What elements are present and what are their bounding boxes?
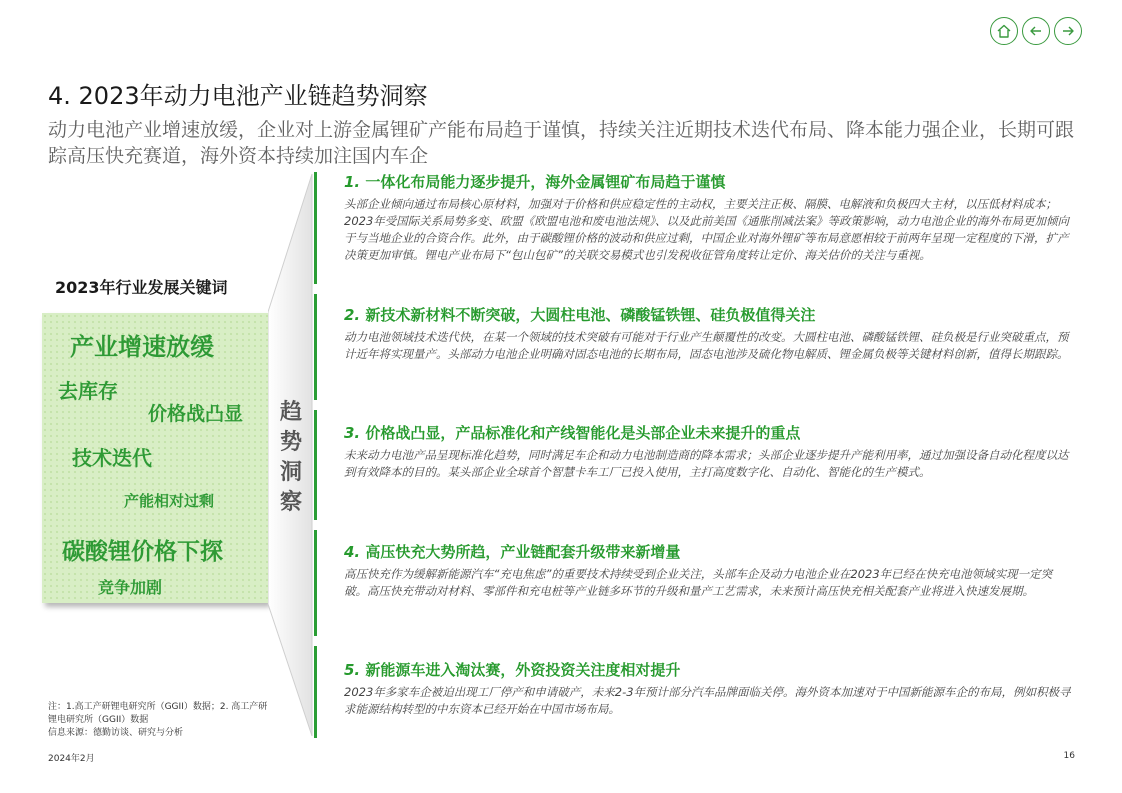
insight-body: 动力电池领域技术迭代快，在某一个领域的技术突破有可能对于行业产生颠覆性的改变。大圆柱电池、磷酸锰铁锂、硅负极是行业突破重点，预计近年将实现量产。头部动力电池企业明确对固态电池的长期布局，固态电池涉及硫化物电解质、锂金属负极等关键材料创新，值得长期跟踪。 [344, 330, 1069, 361]
prev-button[interactable] [1022, 17, 1050, 45]
insight-number: 2. [344, 306, 361, 324]
insight-label-char: 洞 [279, 460, 302, 485]
insight-bar [314, 410, 317, 520]
nav-buttons [990, 17, 1082, 45]
insight-number: 4. [344, 543, 361, 561]
insight-item [344, 660, 1074, 718]
insight-title: 高压快充大势所趋，产业链配套升级带来新增量 [365, 543, 681, 561]
insight-item [344, 172, 1074, 264]
insight-body: 2023年多家车企被迫出现工厂停产和申请破产，未来2-3年预计部分汽车品牌面临关停。海外资本加速对于中国新能源车企的布局，例如积极寻求能源结构转型的中东资本已经开始在中国市场布局。 [344, 685, 1071, 716]
keyword-item: 产能相对过剩 [124, 492, 215, 510]
insight-number: 3. [344, 424, 361, 442]
insight-bar [314, 294, 317, 400]
keyword-item: 技术迭代 [72, 446, 152, 470]
insight-item [344, 305, 1074, 363]
arrow-right-icon [1060, 23, 1076, 39]
insight-label-char: 察 [279, 490, 302, 515]
source-note: 信息来源：德勤访谈、研究与分析 [48, 728, 184, 738]
insight-title: 一体化布局能力逐步提升，海外金属锂矿布局趋于谨慎 [365, 173, 726, 191]
insight-title: 新能源车进入淘汰赛，外资投资关注度相对提升 [365, 661, 681, 679]
insight-heading [344, 660, 1074, 680]
insight-bar [314, 172, 317, 284]
keywords-panel [42, 313, 268, 603]
insight-title: 新技术新材料不断突破，大圆柱电池、磷酸锰铁锂、硅负极值得关注 [365, 306, 816, 324]
insight-heading [344, 305, 1074, 325]
keyword-item: 碳酸锂价格下探 [62, 539, 223, 565]
insight-number: 1. [344, 173, 361, 191]
insight-body: 头部企业倾向通过布局核心原材料，加强对于价格和供应稳定性的主动权，主要关注正极、隔膜、电解液和负极四大主材，以压低材料成本；2023年受国际关系局势多变、欧盟《欧盟电池和废电池法规》、以及此前美国《通胀削减法案》等政策影响，动力电池企业的海外布局更加倾向于与当地企业的合资合作。此外，由于碳酸锂价格的波动和供应过剩，中国企业对海外锂矿等布局意愿相较于前两年呈现一定程度的下滑，扩产决策更加审慎。锂电产业布局下“包山包矿”的关联交易模式也引发税收征管角度转让定价、海关估价的关注与重视。 [344, 197, 1070, 262]
house-icon [996, 23, 1012, 39]
home-button[interactable] [990, 17, 1018, 45]
footnotes [48, 701, 268, 740]
insight-label-char: 趋 [279, 400, 302, 425]
insight-number: 5. [344, 661, 361, 679]
insight-heading [344, 172, 1074, 192]
insight-heading [344, 423, 1074, 443]
insight-bar [314, 530, 317, 636]
insight-title: 价格战凸显，产品标准化和产线智能化是头部企业未来提升的重点 [365, 424, 801, 442]
insight-item [344, 423, 1074, 481]
insight-item [344, 542, 1074, 600]
insight-body: 高压快充作为缓解新能源汽车“充电焦虑”的重要技术持续受到企业关注，头部车企及动力电池企业在2023年已经在快充电池领域实现一定突破。高压快充带动对材料、零部件和充电桩等产业链多环节的升级和量产工艺需求，未来预计高压快充相关配套产业将进入快速发展期。 [344, 567, 1053, 598]
insight-bar [314, 646, 317, 738]
keywords-title: 2023年行业发展关键词 [55, 278, 228, 297]
publish-date: 2024年2月 [48, 754, 95, 764]
page-title: 4. 2023年动力电池产业链趋势洞察 [48, 82, 428, 110]
keyword-item: 价格战凸显 [148, 403, 244, 425]
insight-heading [344, 542, 1074, 562]
insight-body: 未来动力电池产品呈现标准化趋势，同时满足车企和动力电池制造商的降本需求；头部企业逐步提升产能利用率，通过加强设备自动化程度以达到有效降本的目的。某头部企业全球首个智慧卡车工厂已投入使用，主打高度数字化、自动化、智能化的生产模式。 [344, 448, 1069, 479]
page-subtitle: 动力电池产业增速放缓，企业对上游金属锂矿产能布局趋于谨慎，持续关注近期技术迭代布局、降本能力强企业，长期可跟踪高压快充赛道，海外资本持续加注国内车企 [48, 119, 1075, 167]
next-button[interactable] [1054, 17, 1082, 45]
keyword-item: 竞争加剧 [98, 578, 163, 597]
insight-label [276, 398, 306, 518]
keyword-item: 去库存 [58, 379, 118, 403]
insight-label-char: 势 [279, 430, 302, 455]
keyword-item: 产业增速放缓 [70, 333, 214, 361]
footnote: 注：1.高工产研锂电研究所（GGII）数据；2. 高工产研锂电研究所（GGII）数据 [48, 702, 268, 725]
arrow-left-icon [1028, 23, 1044, 39]
page-number: 16 [1063, 751, 1075, 761]
